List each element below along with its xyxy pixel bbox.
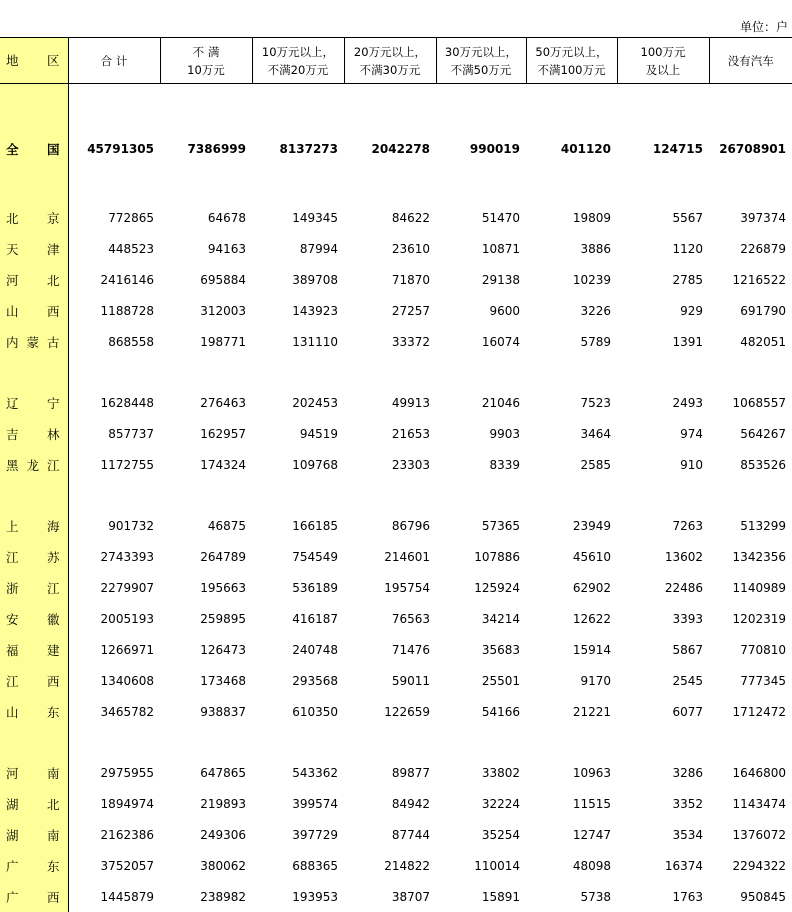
table-row bbox=[0, 264, 792, 295]
value-cell: 3464 bbox=[580, 426, 611, 441]
value-cell: 3534 bbox=[672, 827, 703, 842]
value-cell: 7523 bbox=[580, 395, 611, 410]
header-300k-500k: 30万元以上， 不满50万元 bbox=[436, 38, 526, 84]
value-cell: 1188728 bbox=[100, 303, 154, 318]
value-cell: 71476 bbox=[391, 642, 430, 657]
value-cell: 1763 bbox=[672, 889, 703, 904]
value-cell: 868558 bbox=[108, 334, 154, 349]
value-cell: 1391 bbox=[672, 334, 703, 349]
value-cell: 23949 bbox=[572, 518, 611, 533]
region-cell bbox=[0, 727, 68, 757]
value-cell: 990019 bbox=[469, 142, 520, 156]
value-cell: 84942 bbox=[391, 796, 430, 811]
value-cell: 2585 bbox=[580, 457, 611, 472]
value-cell: 1712472 bbox=[732, 704, 786, 719]
value-cell: 45791305 bbox=[87, 142, 154, 156]
value-cell: 5567 bbox=[672, 210, 703, 225]
value-cell: 312003 bbox=[200, 303, 246, 318]
header-under-100k: 不 满 10万元 bbox=[160, 38, 252, 84]
value-cell: 109768 bbox=[292, 457, 338, 472]
households-car-value-table bbox=[0, 37, 792, 912]
value-cell: 32224 bbox=[481, 796, 520, 811]
value-cell: 33372 bbox=[391, 334, 430, 349]
value-cell: 2162386 bbox=[100, 827, 154, 842]
table-row bbox=[0, 418, 792, 449]
value-cell: 1894974 bbox=[100, 796, 154, 811]
value-cell: 5867 bbox=[672, 642, 703, 657]
value-cell: 173468 bbox=[200, 673, 246, 688]
value-cell: 125924 bbox=[474, 580, 520, 595]
value-cell: 49913 bbox=[391, 395, 430, 410]
value-cell: 26708901 bbox=[719, 142, 786, 156]
value-cell: 25501 bbox=[481, 673, 520, 688]
value-cell: 33802 bbox=[481, 765, 520, 780]
region-name: 天 津 bbox=[0, 233, 68, 264]
region-name: 内 蒙 古 bbox=[0, 326, 68, 357]
value-cell: 54166 bbox=[481, 704, 520, 719]
value-cell: 536189 bbox=[292, 580, 338, 595]
value-cell: 21221 bbox=[572, 704, 611, 719]
value-cell: 695884 bbox=[200, 272, 246, 287]
spacer-row bbox=[0, 172, 792, 202]
region-cell bbox=[0, 172, 68, 202]
value-cell: 3226 bbox=[580, 303, 611, 318]
value-cell: 214601 bbox=[384, 549, 430, 564]
value-cell: 7386999 bbox=[187, 142, 246, 156]
value-cell: 19809 bbox=[572, 210, 611, 225]
value-cell: 15891 bbox=[481, 889, 520, 904]
value-cell: 214822 bbox=[384, 858, 430, 873]
value-cell: 166185 bbox=[292, 518, 338, 533]
value-cell: 21653 bbox=[391, 426, 430, 441]
value-cell: 276463 bbox=[200, 395, 246, 410]
value-cell: 1140989 bbox=[732, 580, 786, 595]
value-cell: 27257 bbox=[391, 303, 430, 318]
value-cell: 11515 bbox=[572, 796, 611, 811]
value-cell: 10963 bbox=[572, 765, 611, 780]
value-cell: 12747 bbox=[572, 827, 611, 842]
value-cell: 3286 bbox=[672, 765, 703, 780]
value-cell: 174324 bbox=[200, 457, 246, 472]
table-row bbox=[0, 696, 792, 727]
value-cell: 482051 bbox=[740, 334, 786, 349]
value-cell: 21046 bbox=[481, 395, 520, 410]
table-row bbox=[0, 788, 792, 819]
unit-label: 单位：户 bbox=[739, 20, 788, 34]
value-cell: 610350 bbox=[292, 704, 338, 719]
header-200k-300k: 20万元以上， 不满30万元 bbox=[344, 38, 436, 84]
value-cell: 416187 bbox=[292, 611, 338, 626]
region-cell bbox=[0, 357, 68, 387]
value-cell: 124715 bbox=[652, 142, 703, 156]
region-name: 山 东 bbox=[0, 696, 68, 727]
value-cell: 8339 bbox=[489, 457, 520, 472]
value-cell: 1376072 bbox=[732, 827, 786, 842]
value-cell: 131110 bbox=[292, 334, 338, 349]
value-cell: 389708 bbox=[292, 272, 338, 287]
value-cell: 3886 bbox=[580, 241, 611, 256]
value-cell: 35254 bbox=[481, 827, 520, 842]
value-cell: 2005193 bbox=[100, 611, 154, 626]
value-cell: 513299 bbox=[740, 518, 786, 533]
value-cell: 448523 bbox=[108, 241, 154, 256]
value-cell: 6077 bbox=[672, 704, 703, 719]
value-cell: 901732 bbox=[108, 518, 154, 533]
value-cell: 71870 bbox=[391, 272, 430, 287]
region-name: 辽 宁 bbox=[0, 387, 68, 418]
value-cell: 1266971 bbox=[100, 642, 154, 657]
value-cell: 2042278 bbox=[371, 142, 430, 156]
table-row bbox=[0, 449, 792, 480]
value-cell: 3465782 bbox=[100, 704, 154, 719]
value-cell: 259895 bbox=[200, 611, 246, 626]
table-row bbox=[0, 665, 792, 696]
region-name: 湖 南 bbox=[0, 819, 68, 850]
value-cell: 754549 bbox=[292, 549, 338, 564]
table-row bbox=[0, 326, 792, 357]
header-500k-1m: 50万元以上， 不满100万元 bbox=[526, 38, 617, 84]
value-cell: 2743393 bbox=[100, 549, 154, 564]
region-name: 全 国 bbox=[0, 126, 68, 172]
value-cell: 107886 bbox=[474, 549, 520, 564]
value-cell: 84622 bbox=[391, 210, 430, 225]
value-cell: 35683 bbox=[481, 642, 520, 657]
table-row bbox=[0, 603, 792, 634]
table-row bbox=[0, 881, 792, 912]
value-cell: 5738 bbox=[580, 889, 611, 904]
table-row bbox=[0, 233, 792, 264]
value-cell: 9170 bbox=[580, 673, 611, 688]
value-cell: 38707 bbox=[391, 889, 430, 904]
region-name: 河 北 bbox=[0, 264, 68, 295]
table-row bbox=[0, 295, 792, 326]
value-cell: 110014 bbox=[474, 858, 520, 873]
region-name: 广 西 bbox=[0, 881, 68, 912]
region-name: 安 徽 bbox=[0, 603, 68, 634]
value-cell: 397729 bbox=[292, 827, 338, 842]
value-cell: 3393 bbox=[672, 611, 703, 626]
value-cell: 45610 bbox=[572, 549, 611, 564]
value-cell: 691790 bbox=[740, 303, 786, 318]
value-cell: 2975955 bbox=[100, 765, 154, 780]
header-row bbox=[0, 38, 792, 84]
spacer-row bbox=[0, 84, 792, 127]
value-cell: 226879 bbox=[740, 241, 786, 256]
value-cell: 1120 bbox=[672, 241, 703, 256]
header-region: 地 区 bbox=[0, 38, 68, 84]
value-cell: 23610 bbox=[391, 241, 430, 256]
value-cell: 94519 bbox=[299, 426, 338, 441]
region-cell bbox=[0, 480, 68, 510]
value-cell: 2785 bbox=[672, 272, 703, 287]
value-cell: 86796 bbox=[391, 518, 430, 533]
value-cell: 16374 bbox=[664, 858, 703, 873]
table-row bbox=[0, 510, 792, 541]
value-cell: 401120 bbox=[560, 142, 611, 156]
value-cell: 647865 bbox=[200, 765, 246, 780]
region-name: 北 京 bbox=[0, 202, 68, 233]
value-cell: 264789 bbox=[200, 549, 246, 564]
value-cell: 51470 bbox=[481, 210, 520, 225]
table-row bbox=[0, 819, 792, 850]
value-cell: 149345 bbox=[292, 210, 338, 225]
header-100k-200k: 10万元以上， 不满20万元 bbox=[252, 38, 344, 84]
value-cell: 62902 bbox=[572, 580, 611, 595]
value-cell: 122659 bbox=[384, 704, 430, 719]
value-cell: 293568 bbox=[292, 673, 338, 688]
region-cell bbox=[0, 84, 68, 127]
value-cell: 853526 bbox=[740, 457, 786, 472]
value-cell: 770810 bbox=[740, 642, 786, 657]
value-cell: 1340608 bbox=[100, 673, 154, 688]
value-cell: 15914 bbox=[572, 642, 611, 657]
value-cell: 76563 bbox=[391, 611, 430, 626]
spacer-row bbox=[0, 727, 792, 757]
value-cell: 1216522 bbox=[732, 272, 786, 287]
value-cell: 8137273 bbox=[279, 142, 338, 156]
value-cell: 3352 bbox=[672, 796, 703, 811]
value-cell: 202453 bbox=[292, 395, 338, 410]
value-cell: 23303 bbox=[391, 457, 430, 472]
value-cell: 57365 bbox=[481, 518, 520, 533]
value-cell: 3752057 bbox=[100, 858, 154, 873]
table-row bbox=[0, 850, 792, 881]
value-cell: 2493 bbox=[672, 395, 703, 410]
value-cell: 2545 bbox=[672, 673, 703, 688]
value-cell: 2416146 bbox=[100, 272, 154, 287]
value-cell: 950845 bbox=[740, 889, 786, 904]
value-cell: 929 bbox=[680, 303, 703, 318]
spacer-row bbox=[0, 357, 792, 387]
value-cell: 22486 bbox=[664, 580, 703, 595]
value-cell: 399574 bbox=[292, 796, 338, 811]
value-cell: 87994 bbox=[299, 241, 338, 256]
value-cell: 772865 bbox=[108, 210, 154, 225]
value-cell: 974 bbox=[680, 426, 703, 441]
value-cell: 938837 bbox=[200, 704, 246, 719]
value-cell: 219893 bbox=[200, 796, 246, 811]
value-cell: 910 bbox=[680, 457, 703, 472]
value-cell: 1143474 bbox=[732, 796, 786, 811]
value-cell: 397374 bbox=[740, 210, 786, 225]
header-no-car: 没有汽车 bbox=[709, 38, 792, 84]
value-cell: 12622 bbox=[572, 611, 611, 626]
value-cell: 1342356 bbox=[732, 549, 786, 564]
spacer-row bbox=[0, 480, 792, 510]
value-cell: 143923 bbox=[292, 303, 338, 318]
header-1m-plus: 100万元 及以上 bbox=[617, 38, 709, 84]
value-cell: 2294322 bbox=[732, 858, 786, 873]
value-cell: 1646800 bbox=[732, 765, 786, 780]
value-cell: 193953 bbox=[292, 889, 338, 904]
value-cell: 1628448 bbox=[100, 395, 154, 410]
value-cell: 94163 bbox=[207, 241, 246, 256]
national-total-row bbox=[0, 126, 792, 172]
value-cell: 1172755 bbox=[100, 457, 154, 472]
value-cell: 34214 bbox=[481, 611, 520, 626]
value-cell: 198771 bbox=[200, 334, 246, 349]
value-cell: 9903 bbox=[489, 426, 520, 441]
region-name: 山 西 bbox=[0, 295, 68, 326]
table-row bbox=[0, 634, 792, 665]
region-name: 江 苏 bbox=[0, 541, 68, 572]
value-cell: 29138 bbox=[481, 272, 520, 287]
value-cell: 9600 bbox=[489, 303, 520, 318]
value-cell: 59011 bbox=[391, 673, 430, 688]
region-name: 福 建 bbox=[0, 634, 68, 665]
header-total: 合 计 bbox=[68, 38, 160, 84]
value-cell: 5789 bbox=[580, 334, 611, 349]
value-cell: 48098 bbox=[572, 858, 611, 873]
value-cell: 10239 bbox=[572, 272, 611, 287]
value-cell: 87744 bbox=[391, 827, 430, 842]
value-cell: 46875 bbox=[207, 518, 246, 533]
value-cell: 64678 bbox=[207, 210, 246, 225]
table-row bbox=[0, 387, 792, 418]
value-cell: 195754 bbox=[384, 580, 430, 595]
value-cell: 195663 bbox=[200, 580, 246, 595]
value-cell: 1445879 bbox=[100, 889, 154, 904]
value-cell: 162957 bbox=[200, 426, 246, 441]
value-cell: 380062 bbox=[200, 858, 246, 873]
value-cell: 89877 bbox=[391, 765, 430, 780]
value-cell: 688365 bbox=[292, 858, 338, 873]
value-cell: 1068557 bbox=[732, 395, 786, 410]
region-name: 上 海 bbox=[0, 510, 68, 541]
value-cell: 238982 bbox=[200, 889, 246, 904]
value-cell: 1202319 bbox=[732, 611, 786, 626]
region-name: 浙 江 bbox=[0, 572, 68, 603]
region-name: 黑 龙 江 bbox=[0, 449, 68, 480]
value-cell: 564267 bbox=[740, 426, 786, 441]
value-cell: 857737 bbox=[108, 426, 154, 441]
value-cell: 13602 bbox=[664, 549, 703, 564]
table-row bbox=[0, 572, 792, 603]
value-cell: 10871 bbox=[481, 241, 520, 256]
value-cell: 543362 bbox=[292, 765, 338, 780]
value-cell: 249306 bbox=[200, 827, 246, 842]
value-cell: 126473 bbox=[200, 642, 246, 657]
value-cell: 7263 bbox=[672, 518, 703, 533]
value-cell: 777345 bbox=[740, 673, 786, 688]
value-cell: 2279907 bbox=[100, 580, 154, 595]
region-name: 吉 林 bbox=[0, 418, 68, 449]
table-row bbox=[0, 202, 792, 233]
region-name: 江 西 bbox=[0, 665, 68, 696]
value-cell: 16074 bbox=[481, 334, 520, 349]
value-cell: 240748 bbox=[292, 642, 338, 657]
table-row bbox=[0, 541, 792, 572]
region-name: 河 南 bbox=[0, 757, 68, 788]
table-row bbox=[0, 757, 792, 788]
region-name: 广 东 bbox=[0, 850, 68, 881]
region-name: 湖 北 bbox=[0, 788, 68, 819]
